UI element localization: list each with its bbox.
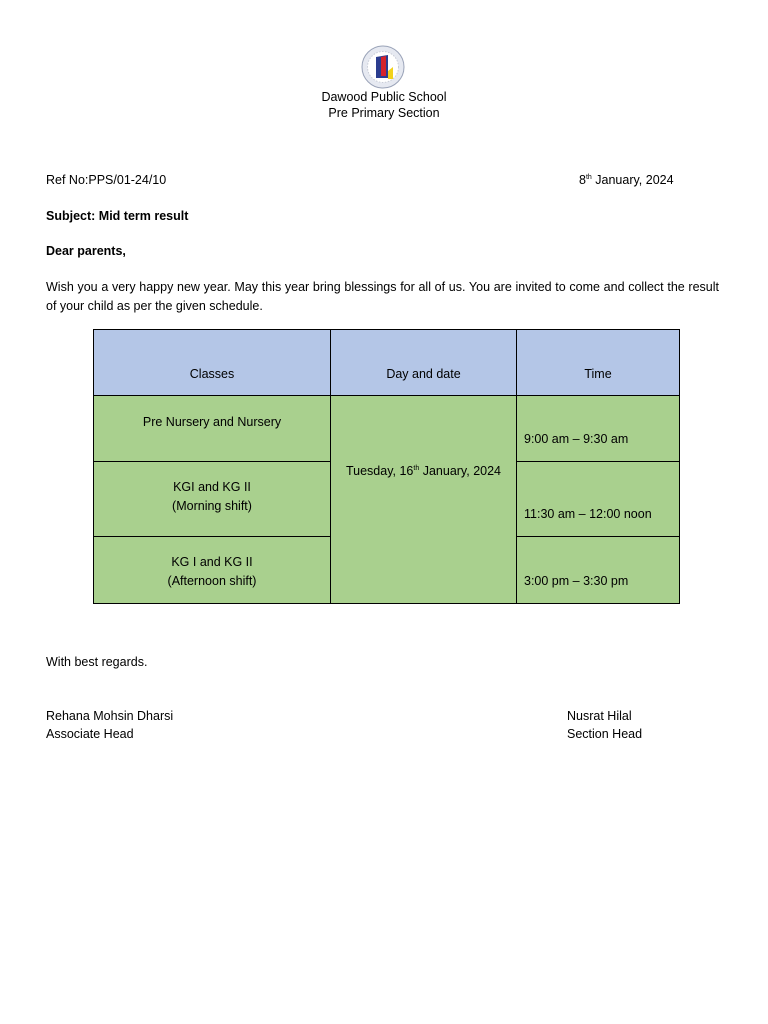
- header-day-date: Day and date: [331, 330, 517, 396]
- section-name: Pre Primary Section: [328, 106, 440, 120]
- signatory-right-title: Section Head: [567, 727, 643, 741]
- school-logo: [361, 45, 405, 89]
- signatory-left-name: Rehana Mohsin Dharsi: [46, 709, 174, 723]
- class-cell: KG I and KG II (Afternoon shift): [94, 537, 331, 604]
- time-cell: 9:00 am – 9:30 am: [517, 396, 680, 462]
- class-cell: Pre Nursery and Nursery: [94, 396, 331, 462]
- schedule-table: [93, 329, 680, 604]
- closing: With best regards.: [46, 655, 148, 669]
- ref-number: Ref No:PPS/01-24/10: [46, 173, 167, 187]
- body-paragraph: Wish you a very happy new year. May this year bring blessings for all of us. You are invited to come and collect the result of your child as per the given schedule.: [46, 280, 719, 313]
- header-time: Time: [517, 330, 680, 396]
- table-header-row: [94, 330, 680, 396]
- class-cell: KGI and KG II (Morning shift): [94, 462, 331, 537]
- time-cell: 11:30 am – 12:00 noon: [517, 462, 680, 537]
- day-date-cell: Tuesday, 16th January, 2024: [331, 396, 517, 604]
- table-row: [94, 396, 680, 462]
- time-cell: 3:00 pm – 3:30 pm: [517, 537, 680, 604]
- signatory-right-name: Nusrat Hilal: [567, 709, 632, 723]
- letter-date: 8th January, 2024: [579, 173, 674, 187]
- signatory-left-title: Associate Head: [46, 727, 134, 741]
- subject-line: Subject: Mid term result: [46, 209, 189, 223]
- salutation: Dear parents,: [46, 244, 126, 258]
- header-classes: Classes: [94, 330, 331, 396]
- school-name: Dawood Public School: [321, 90, 447, 104]
